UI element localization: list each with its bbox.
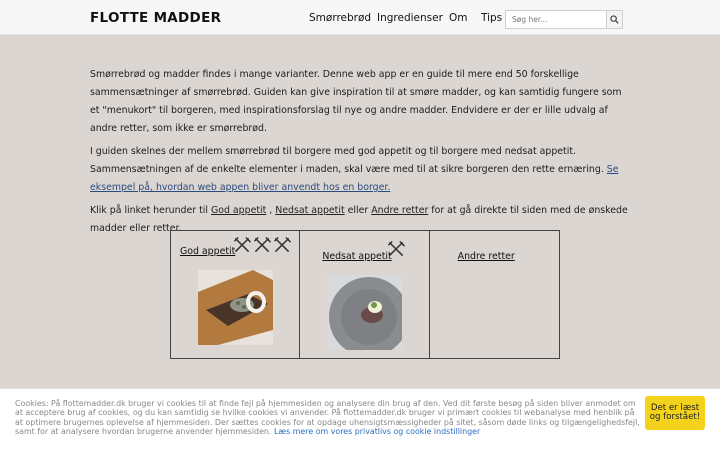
intro-paragraph-2 — [90, 143, 630, 197]
card-nedsat-appetit[interactable] — [300, 231, 429, 358]
top-navbar — [0, 0, 720, 35]
cookie-accept-button[interactable]: Det er læst og forstået! — [645, 396, 705, 430]
search-input[interactable] — [506, 11, 606, 28]
appetite-icons — [233, 236, 292, 255]
link-nedsat-appetit[interactable]: Nedsat appetit — [275, 205, 345, 216]
intro-paragraph-1: Smørrebrød og madder findes i mange varianter. Denne web app er en guide til mere end 50 forskellige sammensætninger af smørrebrød. Guiden kan give inspiration til at smøre madder, og kan samtidig fungere som et "menukort" til borgeren, med inspirationsforslag til nye og andre madder. Endvidere er der er lille udvalg af andre retter, som ikke er smørrebrød. — [90, 69, 622, 134]
example-link[interactable]: Se eksempel på, hvordan web appen bliver anvendt hos en borger. — [90, 164, 619, 193]
intro-paragraph-2-text: I guiden skelnes der mellem smørrebrød til borgere med god appetit og til borgere med nedsat appetit. Sammensætningen af de enkelte elementer i maden, skal være med til at sikre borgeren den rette ernæring. — [90, 146, 604, 175]
card-title-god-appetit[interactable]: God appetit — [180, 246, 236, 257]
nav-tips[interactable]: Tips — [481, 12, 503, 24]
search-icon — [610, 15, 619, 24]
fork-knife-icon — [253, 236, 272, 255]
nav-om[interactable]: Om — [449, 12, 468, 24]
link-andre-retter[interactable]: Andre retter — [371, 205, 429, 216]
intro-p3-sep: , — [269, 205, 273, 216]
card-title-andre-retter[interactable]: Andre retter — [457, 251, 515, 262]
nav-ingredienser[interactable]: Ingredienser — [377, 12, 443, 24]
food-image-god-appetit — [198, 270, 273, 345]
intro-p3-post: for at gå direkte til siden med de ønskede madder eller retter. — [90, 205, 628, 234]
search-form — [505, 10, 623, 29]
intro-p3-pre: Klik på linket herunder til — [90, 205, 208, 216]
cookie-text — [15, 399, 640, 436]
link-god-appetit[interactable]: God appetit — [210, 205, 267, 216]
food-image-nedsat-appetit — [327, 275, 402, 350]
cookie-privacy-link[interactable]: Læs mere om vores privatlivs og cookie indstillinger — [273, 426, 481, 436]
card-andre-retter[interactable] — [430, 231, 559, 358]
fork-knife-icon — [233, 236, 252, 255]
fork-knife-icon — [387, 240, 406, 259]
intro-p3-mid: eller — [347, 205, 369, 216]
search-button[interactable] — [606, 11, 622, 28]
fork-knife-icon — [273, 236, 292, 255]
intro-section — [90, 66, 630, 243]
category-cards — [170, 230, 560, 359]
site-logo[interactable]: FLOTTE MADDER — [90, 10, 222, 26]
card-title-nedsat-appetit[interactable]: Nedsat appetit — [322, 251, 392, 262]
appetite-icons — [387, 240, 406, 259]
cookie-text-body: Cookies: På flottemadder.dk bruger vi cookies til at finde fejl på hjemmesiden og analysere din brug af den. Ved dit første besøg på siden bliver anmodet om at acceptere brug af cookies, og du kan samtidig se hvilke cookies vi anvender. På flottemadder.dk bruger vi primært cookies til webanalyse med henblik på at optimere brugernes oplevelse af hjemmesiden. Der sættes cookies for at opdage uhensigtsmæssigheder på sitet, såsom døde links og tilgængelighedsfejl, samt for at analysere hvordan brugerne anvender hjemmesiden. — [15, 399, 640, 436]
nav-smorrebrod[interactable]: Smørrebrød — [309, 12, 372, 24]
card-god-appetit[interactable] — [171, 231, 300, 358]
cookie-banner — [0, 388, 720, 450]
